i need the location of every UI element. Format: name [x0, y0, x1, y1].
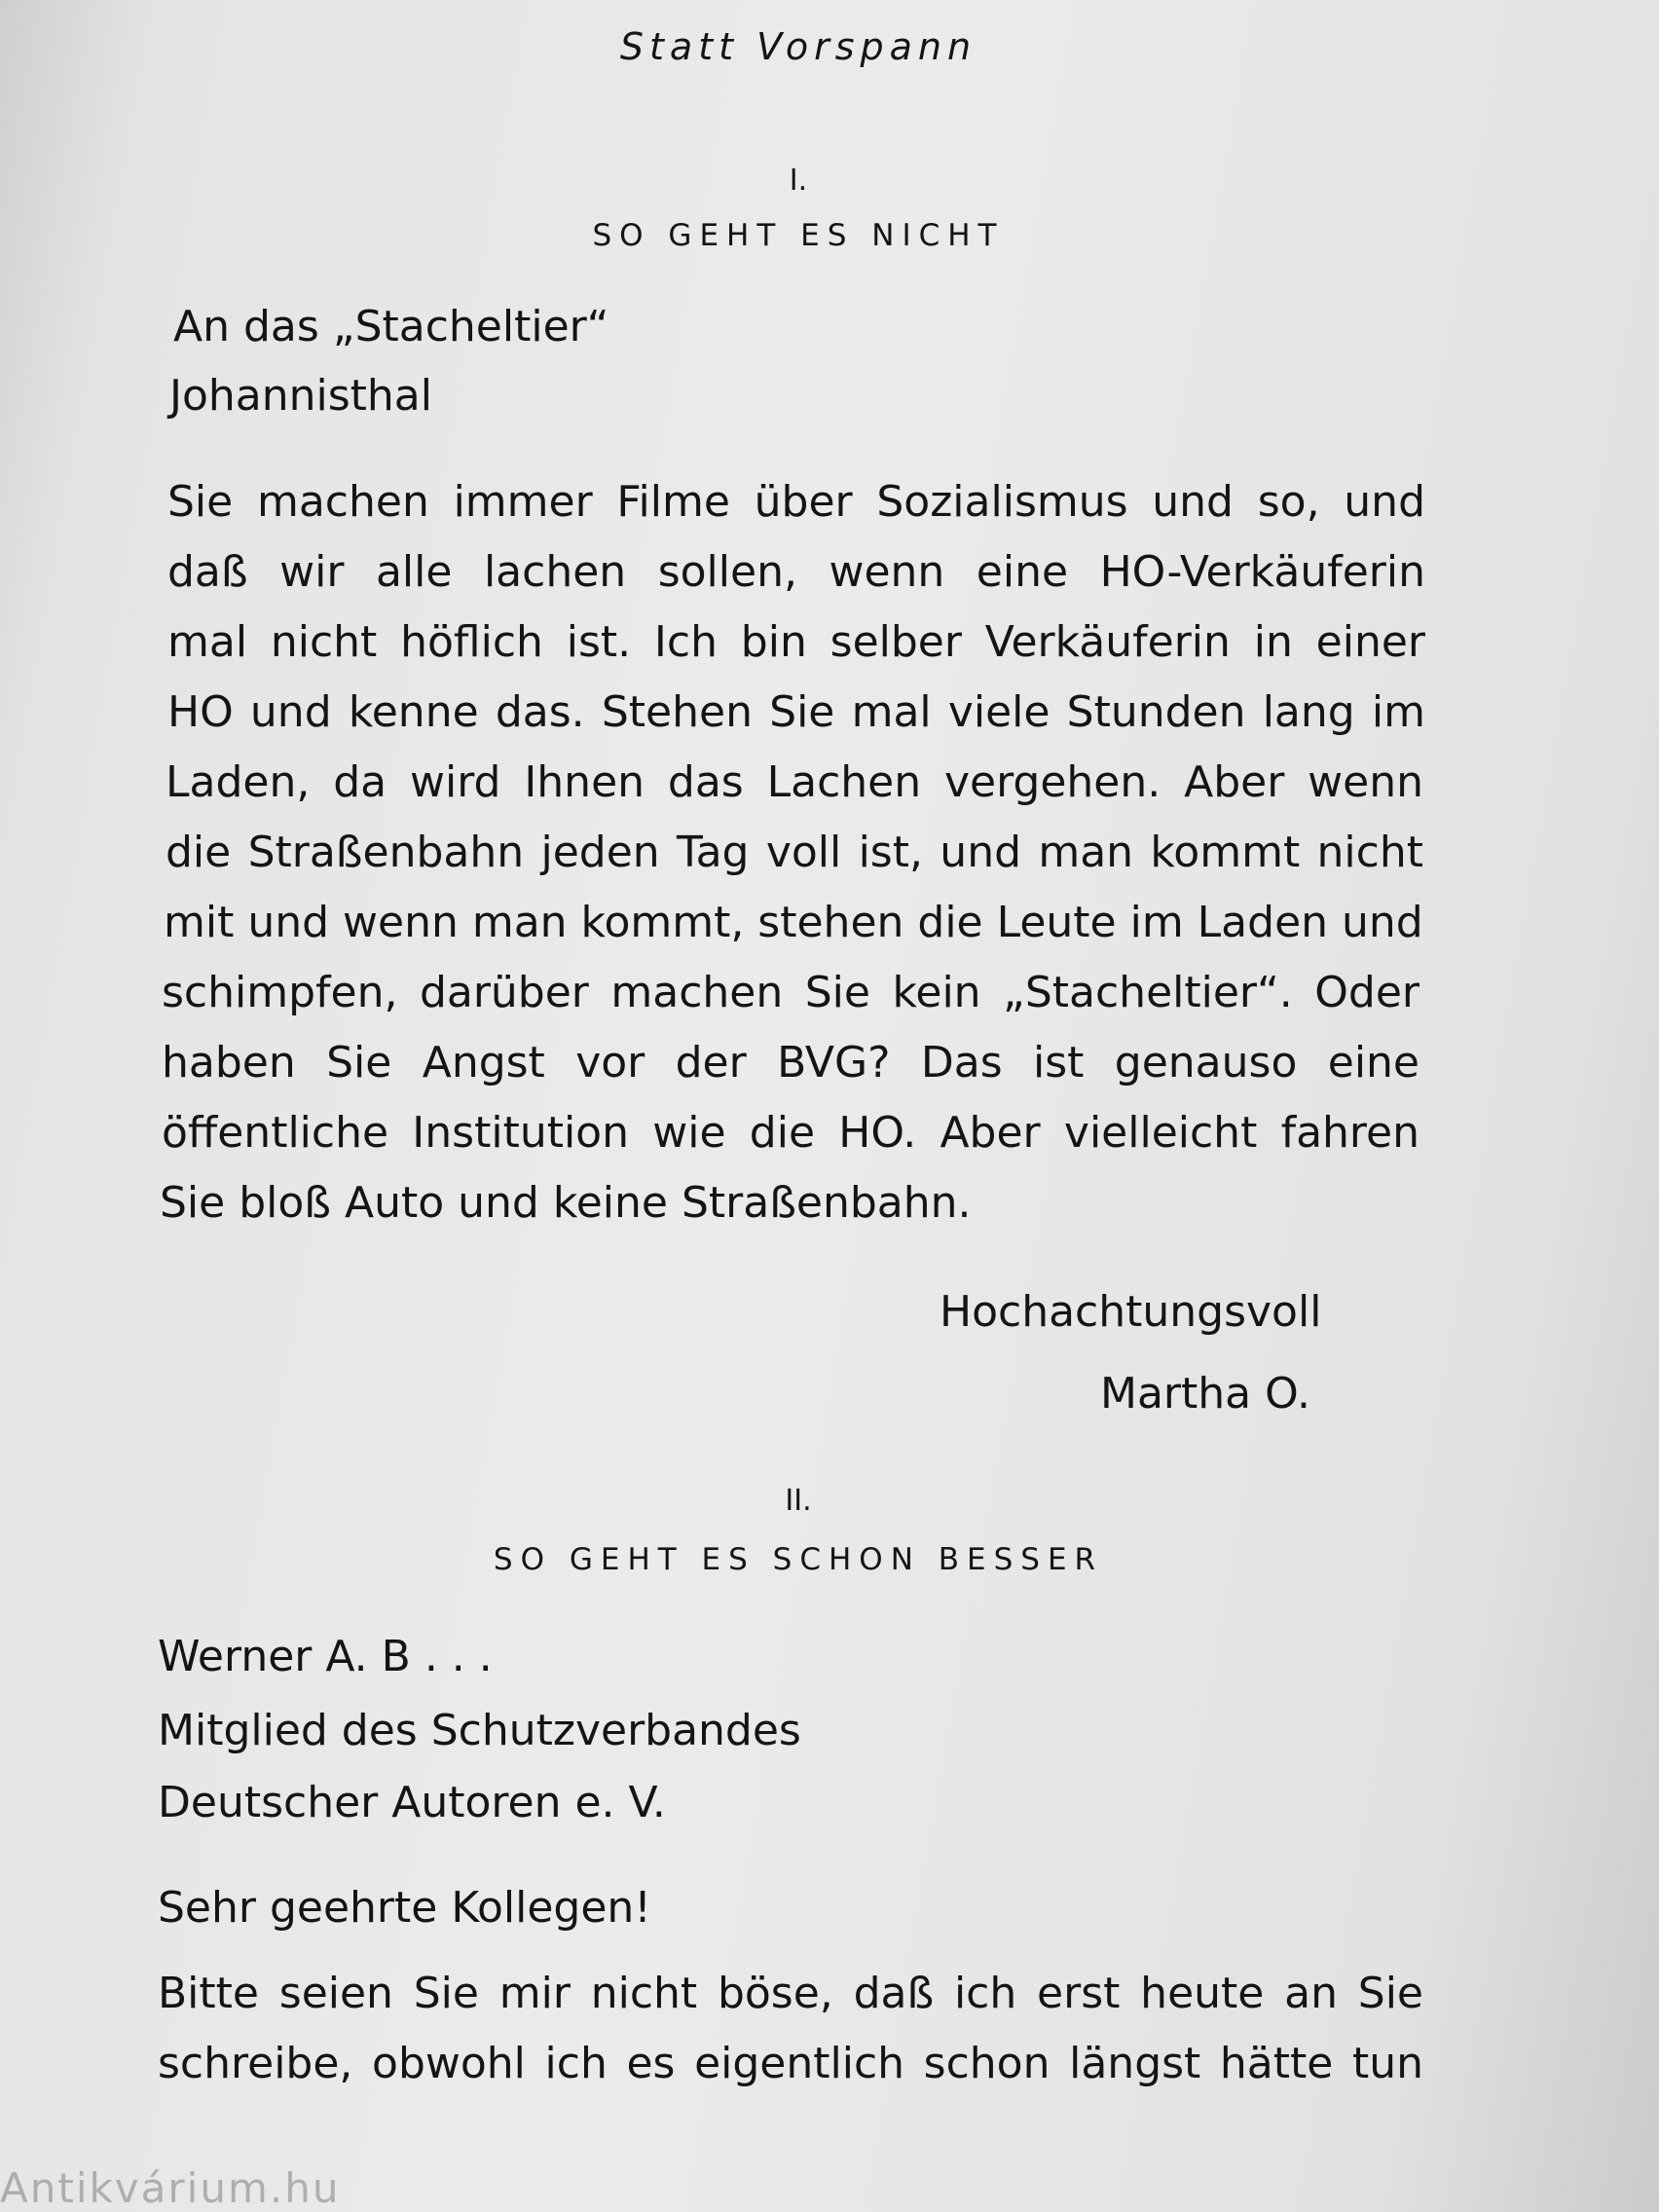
closing: Hochachtungsvoll [940, 1287, 1322, 1337]
body-line: Bitte seien Sie mir nicht böse, daß ich erst heute an Sie [158, 1969, 1423, 2018]
address-line: Johannisthal [169, 371, 432, 421]
address-line: Werner A. B . . . [158, 1632, 493, 1681]
salutation: Sehr geehrte Kollegen! [158, 1883, 651, 1933]
section-2-title: SO GEHT ES SCHON BESSER [493, 1542, 1104, 1577]
body-line: daß wir alle lachen sollen, wenn eine HO-Verkäuferin [167, 547, 1425, 597]
address-line: Deutscher Autoren e. V. [158, 1778, 666, 1827]
signature: Martha O. [1100, 1369, 1310, 1419]
section-2-number: II. [785, 1484, 812, 1518]
address-line: Mitglied des Schutzverbandes [158, 1706, 801, 1755]
body-line: Sie bloß Auto und keine Straßenbahn. [160, 1178, 972, 1228]
section-1-title: SO GEHT ES NICHT [592, 218, 1005, 253]
body-line: schreibe, obwohl ich es eigentlich schon längst hätte tun [158, 2039, 1423, 2088]
watermark: Antikvárium.hu [0, 2164, 341, 2212]
body-line: öffentliche Institution wie die HO. Aber vielleicht fahren [162, 1108, 1419, 1158]
body-line: schimpfen, darüber machen Sie kein „Stacheltier“. Oder [162, 968, 1419, 1017]
running-head: Statt Vorspann [619, 25, 977, 68]
body-line: Sie machen immer Filme über Sozialismus und so, und [167, 477, 1425, 527]
body-line: Laden, da wird Ihnen das Lachen vergehen. Aber wenn [166, 757, 1423, 807]
body-line: die Straßenbahn jeden Tag voll ist, und man kommt nicht [166, 828, 1423, 877]
body-line: mit und wenn man kommt, stehen die Leute im Laden und [164, 898, 1423, 947]
body-line: HO und kenne das. Stehen Sie mal viele Stunden lang im [167, 687, 1425, 737]
section-1-number: I. [789, 164, 808, 198]
body-line: haben Sie Angst vor der BVG? Das ist genauso eine [162, 1038, 1419, 1088]
address-line: An das „Stacheltier“ [173, 302, 609, 351]
body-line: mal nicht höflich ist. Ich bin selber Verkäuferin in einer [167, 617, 1425, 667]
